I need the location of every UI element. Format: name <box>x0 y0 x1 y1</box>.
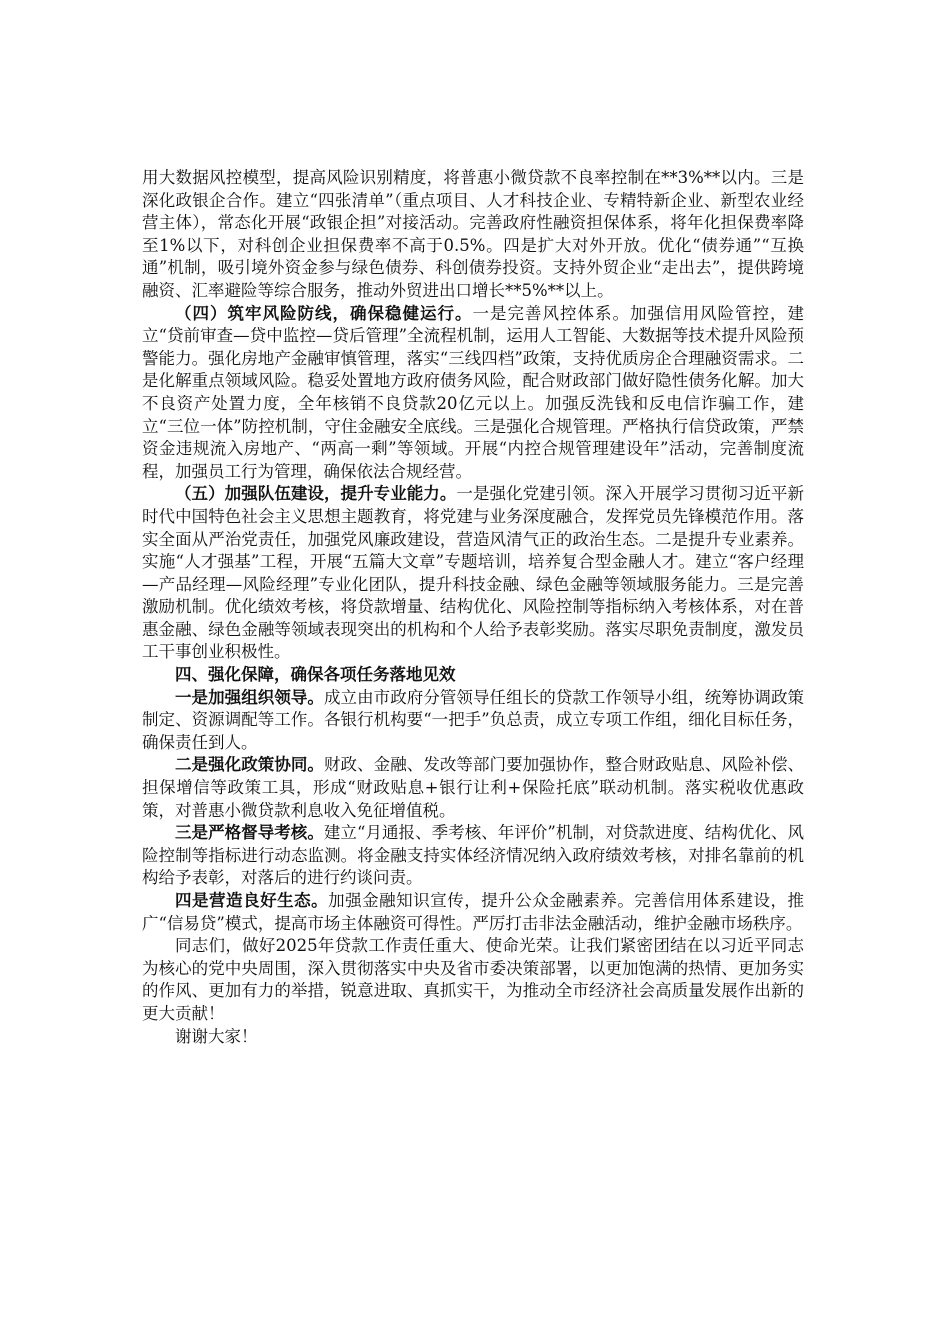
section-heading: （四）筑牢风险防线，确保稳健运行。 <box>175 303 473 323</box>
ecosystem-paragraph <box>142 890 804 935</box>
paragraph-text: 一是完善风控体系。加强信用风险管控，建立“贷前审查—贷中监控—贷后管理”全流程机制，运用人工智能、大数据等技术提升风险预警能力。强化房地产金融审慎管理，落实“三线四档”政策，支持优质房企合理融资需求。二是化解重点领域风险。稳妥处置地方政府债务风险，配合财政部门做好隐性债务化解。加大不良资产处置力度，全年核销不良贷款20亿元以上。加强反洗钱和反电信诈骗工作，建立“三位一体”防控机制，守住金融安全底线。三是强化合规管理。严格执行信贷政策，严禁资金违规流入房地产、“两高一剩”等领域。开展“内控合规管理建设年”活动，完善制度流程，加强员工行为管理，确保依法合规经营。 <box>142 303 804 481</box>
thanks-line <box>142 1026 804 1049</box>
organization-leadership-paragraph <box>142 687 804 755</box>
paragraph-text: 建立“月通报、季考核、年评价”机制，对贷款进度、结构优化、风险控制等指标进行动态监测。将金融支持实体经济情况纳入政府绩效考核，对排名靠前的机构给予表彰，对落后的进行约谈问责。 <box>142 823 805 888</box>
section-4-risk-paragraph <box>142 303 804 484</box>
paragraph-text: 成立由市政府分管领导任组长的贷款工作领导小组，统筹协调政策制定、资源调配等工作。各银行机构要“一把手”负总责，成立专项工作组，细化目标任务，确保责任到人。 <box>142 687 805 752</box>
paragraph-text: 财政、金融、发改等部门要加强协作，整合财政贴息、风险补偿、担保增信等政策工具，形成“财政贴息+银行让利+保险托底”联动机制。落实税收优惠政策，对普惠小微贷款利息收入免征增值税。 <box>142 755 805 820</box>
closing-paragraph <box>142 935 804 1025</box>
item-heading: 三是严格督导考核。 <box>175 823 324 843</box>
document-body <box>142 167 804 1048</box>
paragraph-text: 同志们，做好2025年贷款工作责任重大、使命光荣。让我们紧密团结在以习近平同志为核心的党中央周围，深入贯彻落实中央及省市委决策部署，以更加饱满的热情、更加务实的作风、更加有力的举措，锐意进取、真抓实干，为推动全市经济社会高质量发展作出新的更大贡献！ <box>142 936 804 1023</box>
policy-coordination-paragraph <box>142 754 804 822</box>
paragraph-text: 加强金融知识宣传，提升公众金融素养。完善信用体系建设，推广“信易贷”模式，提高市场主体融资可得性。严厉打击非法金融活动，维护金融市场秩序。 <box>142 891 805 933</box>
section-5-team-paragraph <box>142 483 804 664</box>
paragraph-continued <box>142 167 804 303</box>
item-heading: 二是强化政策协同。 <box>175 755 324 775</box>
paragraph-text: 用大数据风控模型，提高风险识别精度，将普惠小微贷款不良率控制在**3%**以内。三是深化政银企合作。建立“四张清单”（重点项目、人才科技企业、专精特新企业、新型农业经营主体），常态化开展“政银企担”对接活动。完善政府性融资担保体系，将年化担保费率降至1%以下，对科创企业担保费率不高于0.5%。四是扩大对外开放。优化“债券通”“互换通”机制，吸引境外资金参与绿色债券、科创债券投资。支持外贸企业“走出去”，提供跨境融资、汇率避险等综合服务，推动外贸进出口增长**5%**以上。 <box>142 168 804 300</box>
item-heading: 四是营造良好生态。 <box>175 891 329 910</box>
item-heading: 一是加强组织领导。 <box>175 687 324 707</box>
section-heading: （五）加强队伍建设，提升专业能力。 <box>175 484 457 504</box>
paragraph-text: 一是强化党建引领。深入开展学习贯彻习近平新时代中国特色社会主义思想主题教育，将党建与业务深度融合，发挥党员先锋模范作用。落实全面从严治党责任，加强党风廉政建设，营造风清气正的政治生态。二是提升专业素养。实施“人才强基”工程，开展“五篇大文章”专题培训，培养复合型金融人才。建立“客户经理—产品经理—风险经理”专业化团队，提升科技金融、绿色金融等领域服务能力。三是完善激励机制。优化绩效考核，将贷款增量、结构优化、风险控制等指标纳入考核体系，对在普惠金融、绿色金融等领域表现突出的机构和个人给予表彰奖励。落实尽职免责制度，激发员工干事创业积极性。 <box>142 484 805 662</box>
chapter-heading: 四、强化保障，确保各项任务落地见效 <box>175 665 456 685</box>
paragraph-text: 谢谢大家！ <box>175 1026 258 1046</box>
chapter-4-heading <box>142 664 804 687</box>
supervision-assessment-paragraph <box>142 822 804 890</box>
